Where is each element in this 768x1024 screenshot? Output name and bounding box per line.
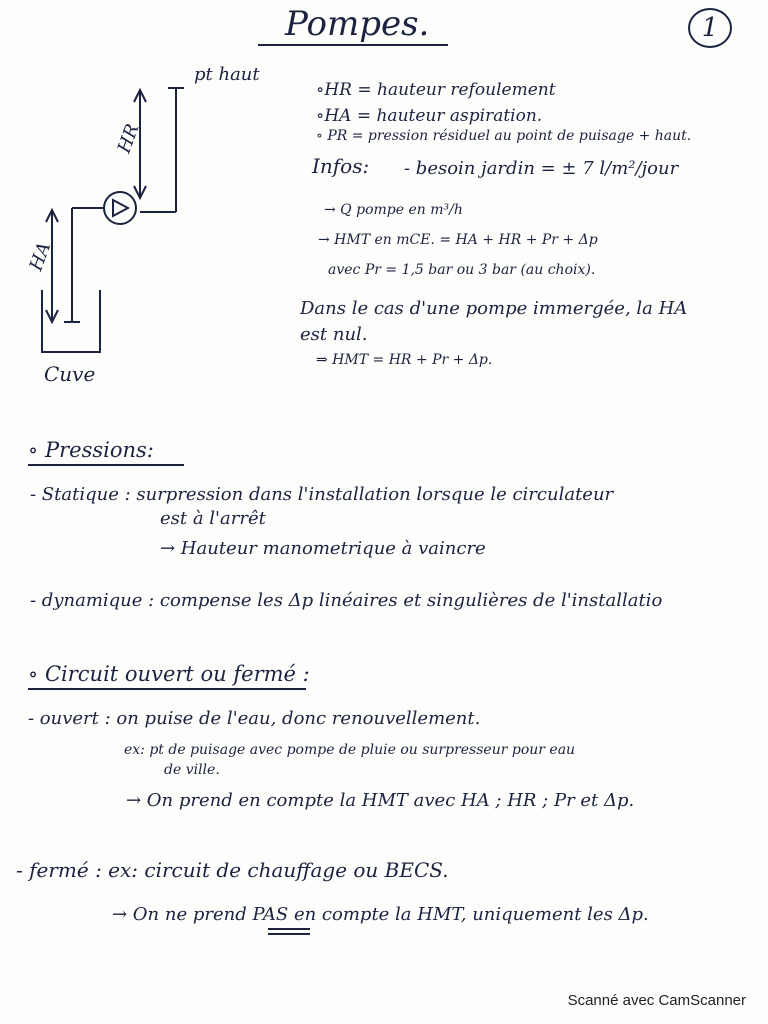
page-title: Pompes. [285, 4, 430, 44]
page-number: 1 [688, 8, 732, 48]
circuit-open-result: → On prend en compte la HMT avec HA ; HR ; Pr et Δp. [126, 790, 635, 811]
circuit-open-example-2: de ville. [164, 762, 220, 778]
infos-hmt: → HMT en mCE. = HA + HR + Pr + Δp [318, 232, 598, 248]
pressions-static-result: → Hauteur manometrique à vaincre [160, 538, 486, 559]
section-circuit-underline [28, 688, 306, 690]
circuit-closed-line: - fermé : ex: circuit de chauffage ou BECS. [16, 858, 449, 882]
diagram-label-top: pt haut [194, 64, 260, 85]
immersed-line-2: est nul. [300, 324, 368, 345]
infos-heading: Infos: [312, 154, 370, 178]
circuit-open-example-1: ex: pt de puisage avec pompe de pluie ou surpresseur pour eau [124, 742, 576, 758]
infos-garden: - besoin jardin = ± 7 l/m²/jour [404, 158, 679, 179]
section-circuit-heading: ∘ Circuit ouvert ou fermé : [28, 662, 310, 686]
diagram-label-tank: Cuve [44, 362, 96, 386]
immersed-line-1: Dans le cas d'une pompe immergée, la HA [300, 298, 688, 319]
definition-ha: ∘HA = hauteur aspiration. [316, 106, 543, 126]
section-pressions-underline [28, 464, 184, 466]
emphasis-underline-1 [268, 928, 310, 930]
definition-hr: ∘HR = hauteur refoulement [316, 80, 556, 100]
circuit-closed-result: → On ne prend PAS en compte la HMT, uniquement les Δp. [112, 904, 649, 925]
emphasis-underline-2 [268, 933, 310, 935]
section-pressions-heading: ∘ Pressions: [28, 438, 154, 462]
pressions-static-line-2: est à l'arrêt [160, 508, 266, 529]
infos-pr-value: avec Pr = 1,5 bar ou 3 bar (au choix). [328, 262, 596, 278]
diagram-label-hr: HR [113, 121, 144, 156]
circuit-open-line: - ouvert : on puise de l'eau, donc renouvellement. [28, 708, 481, 729]
diagram-label-ha: HA [25, 239, 56, 274]
definition-pr: ∘ PR = pression résiduel au point de puisage + haut. [316, 128, 692, 144]
infos-q: → Q pompe en m³/h [324, 202, 463, 218]
pressions-dynamic: - dynamique : compense les Δp linéaires et singulières de l'installatio [30, 590, 663, 611]
pressions-static-line-1: - Statique : surpression dans l'installation lorsque le circulateur [30, 484, 614, 505]
scanner-watermark: Scanné avec CamScanner [567, 992, 746, 1009]
immersed-formula: ⇒ HMT = HR + Pr + Δp. [316, 352, 493, 368]
